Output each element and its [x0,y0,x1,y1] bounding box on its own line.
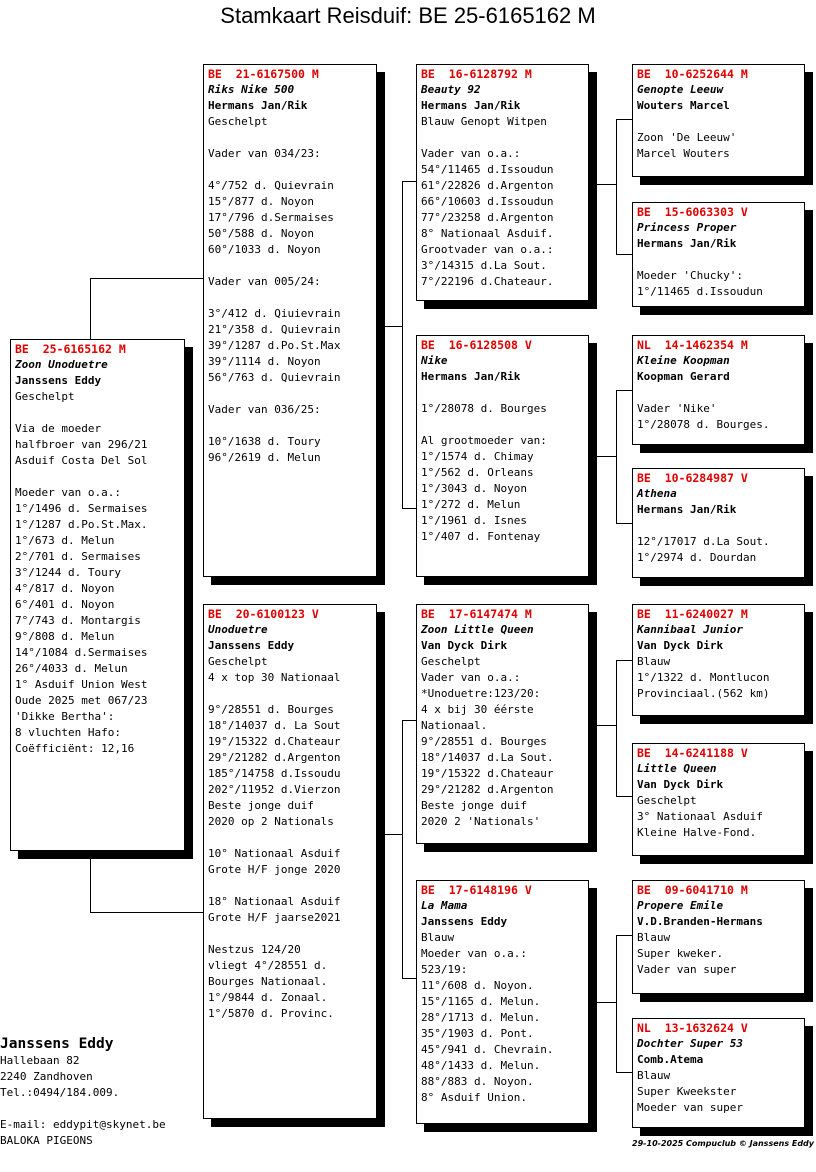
card-line: Geschelpt [637,794,697,807]
ring-number: BE 20-6100123 V [208,607,319,621]
card-line: 39°/1114 d. Noyon [208,355,321,368]
ring-number: BE 16-6128508 V [421,338,532,352]
card-line: 18°/14037 d.La Sout. [421,751,554,764]
card-line: Blauw [637,655,671,668]
card-line: 10° Nationaal Asduif [208,847,341,860]
owner-name: Van Dyck Dirk [637,778,724,791]
card-line: Super kweker. [637,947,724,960]
card-line: 'Dikke Bertha': [15,710,115,723]
card-line: Vader van 034/23: [208,147,321,160]
card-line: 39°/1287 d.Po.St.Max [208,339,341,352]
card-line: Nationaal. [421,719,488,732]
connector-line [588,1002,616,1003]
connector-line [402,181,403,508]
card-line: Geschelpt [208,115,268,128]
ring-number: BE 17-6148196 V [421,883,532,897]
card-line [637,518,804,534]
card-line: Geschelpt [421,655,481,668]
card-line: 19°/15322 d.Chateaur [421,767,554,780]
card-line: 1°/1322 d. Montlucon [637,671,770,684]
page-title: Stamkaart Reisduif: BE 25-6165162 M [220,3,596,28]
pigeon-name: Little Queen [637,762,717,775]
pigeon-name: Genopte Leeuw [637,83,724,96]
card-line: 1°/272 d. Melun [421,498,521,511]
card-line: 9°/28551 d. Bourges [421,735,547,748]
card-line: 2°/701 d. Sermaises [15,550,141,563]
pigeon-name: Athena [637,487,677,500]
connector-line [616,390,617,523]
owner-name: Comb.Atema [637,1053,704,1066]
card-line: 21°/358 d. Quievrain [208,323,341,336]
pigeon-name: Propere Emile [637,899,724,912]
card-line: 56°/763 d. Quievrain [208,371,341,384]
card-line: 48°/1433 d. Melun. [421,1059,541,1072]
card-line: 9°/808 d. Melun [15,630,115,643]
owner-name: Hermans Jan/Rik [208,99,308,112]
card-line: Asduif Costa Del Sol [15,454,148,467]
breeder-email: E-mail: eddypit@skynet.be [0,1118,166,1131]
card-line: 14°/1084 d.Sermaises [15,646,148,659]
owner-name: Koopman Gerard [637,370,730,383]
card-line [208,386,376,402]
card-line: 12°/17017 d.La Sout. [637,535,770,548]
card-line: 29°/21282 d.Argenton [208,751,341,764]
card-line: 8 vluchten Hafo: [15,726,121,739]
card-line: 1°/2974 d. Dourdan [637,551,757,564]
card-line [15,405,184,421]
card-line: Grote H/F jaarse2021 [208,911,341,924]
connector-line [616,935,617,1072]
card-line: 26°/4033 d. Melun [15,662,128,675]
connector-line [90,912,206,913]
connector-line [588,184,616,185]
owner-name: Hermans Jan/Rik [421,99,521,112]
card-line: 1°/11465 d.Issoudun [637,285,763,298]
card-line: 9°/28551 d. Bourges [208,703,334,716]
card-line [208,290,376,306]
connector-line [588,725,616,726]
card-line: 35°/1903 d. Pont. [421,1027,534,1040]
card-line: 185°/14758 d.Issoudu [208,767,341,780]
card-line: 15°/877 d. Noyon [208,195,314,208]
card-line [208,686,376,702]
pigeon-name: Dochter Super 53 [637,1037,743,1050]
card-line: 15°/1165 d. Melun. [421,995,541,1008]
card-line: 19°/15322 d.Chateaur [208,735,341,748]
card-line: Bourges Nationaal. [208,975,328,988]
pigeon-name: Zoon Little Queen [421,623,534,636]
pedigree-card-ff-mother[interactable] [632,202,805,307]
pedigree-card-mf-mother[interactable] [632,743,805,856]
card-line: 11°/608 d. Noyon. [421,979,534,992]
breeder-city: 2240 Zandhoven [0,1070,93,1083]
card-line: 54°/11465 d.Issoudun [421,163,554,176]
pedigree-card-mother[interactable] [203,604,377,1119]
card-line [208,830,376,846]
card-line: 45°/941 d. Chevrain. [421,1043,554,1056]
breeder-info [0,1035,166,1149]
card-line: 96°/2619 d. Melun [208,451,321,464]
card-line: 1°/673 d. Melun [15,534,115,547]
card-line: 88°/883 d. Noyon. [421,1075,534,1088]
breeder-name: Janssens Eddy [0,1036,114,1052]
card-line: 29°/21282 d.Argenton [421,783,554,796]
card-line: 8° Nationaal Asduif. [421,227,554,240]
breeder-brand: BALOKA PIGEONS [0,1134,93,1147]
card-line: Vader van o.a.: [421,147,521,160]
card-line: Nestzus 124/20 [208,943,301,956]
card-line: Blauw [637,931,671,944]
card-line: Super Kweekster [637,1085,737,1098]
card-line: Vader van 005/24: [208,275,321,288]
card-line: 1°/1574 d. Chimay [421,450,534,463]
pedigree-card-mm-father[interactable] [632,880,805,994]
card-line: 7°/743 d. Montargis [15,614,141,627]
card-line: Grootvader van o.a.: [421,243,554,256]
card-line [208,418,376,434]
card-line: 8° Asduif Union. [421,1091,527,1104]
pigeon-name: Beauty 92 [421,83,481,96]
card-line: 66°/10603 d.Issoudun [421,195,554,208]
card-line: 2020 op 2 Nationals [208,815,334,828]
card-line: 3°/412 d. Qiuievrain [208,307,341,320]
pigeon-name: Princess Proper [637,221,737,234]
card-line: 3° Nationaal Asduif [637,810,763,823]
card-line: Beste jonge duif [421,799,527,812]
card-line: 1°/3043 d. Noyon [421,482,527,495]
card-line: 4 x top 30 Nationaal [208,671,341,684]
card-line: Al grootmoeder van: [421,434,547,447]
connector-line [376,326,402,327]
pigeon-name: Riks Nike 500 [208,83,295,96]
card-line: Moeder van super [637,1101,743,1114]
card-line: 60°/1033 d. Noyon [208,243,321,256]
card-line [208,130,376,146]
card-line: Blauw Genopt Witpen [421,115,547,128]
ring-number: BE 10-6252644 M [637,67,748,81]
card-line: 3°/1244 d. Toury [15,566,121,579]
card-line: 28°/1713 d. Melun. [421,1011,541,1024]
card-line: Geschelpt [208,655,268,668]
card-line: Grote H/F jonge 2020 [208,863,341,876]
footer-credit: 29-10-2025 Compuclub © Janssens Eddy [632,1139,814,1148]
card-line [637,252,804,268]
card-line: Beste jonge duif [208,799,314,812]
owner-name: Janssens Eddy [421,915,508,928]
connector-line [616,119,617,254]
card-line: 18° Nationaal Asduif [208,895,341,908]
ring-number: NL 13-1632624 V [637,1021,748,1035]
ring-number: BE 10-6284987 V [637,471,748,485]
card-line: 1°/5870 d. Provinc. [208,1007,334,1020]
card-line: 10°/1638 d. Toury [208,435,321,448]
pedigree-card-fm-father[interactable] [632,335,805,445]
card-line: vliegt 4°/28551 d. [208,959,328,972]
owner-name: Van Dyck Dirk [637,639,724,652]
card-line: 1°/9844 d. Zonaal. [208,991,328,1004]
card-line: Via de moeder [15,422,102,435]
connector-line [376,834,402,835]
owner-name: Hermans Jan/Rik [637,237,737,250]
card-line: 61°/22826 d.Argenton [421,179,554,192]
pedigree-card-father-mother[interactable] [416,335,589,577]
card-line: Blauw [421,931,455,944]
pedigree-card-mother-mother[interactable] [416,880,589,1124]
card-line: 3°/14315 d.La Sout. [421,259,547,272]
card-line: Vader van o.a.: [421,671,521,684]
card-line: 1°/407 d. Fontenay [421,530,541,543]
card-line: 6°/401 d. Noyon [15,598,115,611]
card-line: 523/19: [421,963,468,976]
card-line: Moeder 'Chucky': [637,269,743,282]
owner-name: Hermans Jan/Rik [421,370,521,383]
card-line: Vader van 036/25: [208,403,321,416]
card-line [208,258,376,274]
card-line: 18°/14037 d. La Sout [208,719,341,732]
card-line: 4°/752 d. Quievrain [208,179,334,192]
card-line [421,130,588,146]
card-line [637,114,804,130]
card-line: Vader van super [637,963,737,976]
card-line: 1°/1496 d. Sermaises [15,502,148,515]
pedigree-card-mf-father[interactable] [632,604,805,716]
card-line: Geschelpt [15,390,75,403]
card-line: *Unoduetre:123/20: [421,687,541,700]
card-line: 1°/1287 d.Po.St.Max. [15,518,148,531]
card-line: Kleine Halve-Fond. [637,826,757,839]
connector-line [616,660,617,796]
card-line: 202°/11952 d.Vierzon [208,783,341,796]
ring-number: NL 14-1462354 M [637,338,748,352]
pedigree-card-fm-mother[interactable] [632,468,805,578]
pedigree-card-father-father[interactable] [416,64,589,301]
card-line: Marcel Wouters [637,147,730,160]
card-line: Coëfficiënt: 12,16 [15,742,135,755]
card-line: 4 x bij 30 éérste [421,703,534,716]
card-line: Zoon 'De Leeuw' [637,131,737,144]
pedigree-card-subject[interactable] [10,339,185,851]
pigeon-name: La Mama [421,899,468,912]
card-line: 1°/1961 d. Isnes [421,514,527,527]
ring-number: BE 14-6241188 V [637,746,748,760]
breeder-address: Hallebaan 82 [0,1054,80,1067]
connector-line [90,278,206,279]
pigeon-name: Kannibaal Junior [637,623,743,636]
card-line: 1°/28078 d. Bourges [421,402,547,415]
card-line: Vader 'Nike' [637,402,717,415]
card-line: 50°/588 d. Noyon [208,227,314,240]
owner-name: Hermans Jan/Rik [637,503,737,516]
card-line: halfbroer van 296/21 [15,438,148,451]
card-line: Moeder van o.a.: [421,947,527,960]
owner-name: Janssens Eddy [15,374,102,387]
card-line: 17°/796 d.Sermaises [208,211,334,224]
card-line: Provinciaal.(562 km) [637,687,770,700]
breeder-phone: Tel.:0494/184.009. [0,1086,120,1099]
card-line: 4°/817 d. Noyon [15,582,115,595]
card-line [421,417,588,433]
ring-number: BE 17-6147474 M [421,607,532,621]
pedigree-card-mm-mother[interactable] [632,1018,805,1128]
card-line: 1° Asduif Union West [15,678,148,691]
card-line: 2020 2 'Nationals' [421,815,541,828]
card-line [208,162,376,178]
ring-number: BE 25-6165162 M [15,342,126,356]
pigeon-name: Kleine Koopman [637,354,730,367]
owner-name: Van Dyck Dirk [421,639,508,652]
ring-number: BE 21-6167500 M [208,67,319,81]
ring-number: BE 16-6128792 M [421,67,532,81]
card-line [637,385,804,401]
connector-line [402,720,403,978]
owner-name: Janssens Eddy [208,639,295,652]
pigeon-name: Unoduetre [208,623,268,636]
ring-number: BE 09-6041710 M [637,883,748,897]
pigeon-name: Nike [421,354,448,367]
card-line [15,469,184,485]
card-line: Moeder van o.a.: [15,486,121,499]
pedigree-card-mother-father[interactable] [416,604,589,844]
pedigree-card-ff-father[interactable] [632,64,805,177]
connector-line [90,850,91,912]
owner-name: V.D.Branden-Hermans [637,915,763,928]
card-line [208,926,376,942]
pedigree-card-father[interactable] [203,64,377,577]
card-line: 7°/22196 d.Chateaur. [421,275,554,288]
owner-name: Wouters Marcel [637,99,730,112]
card-line: 1°/28078 d. Bourges. [637,418,770,431]
ring-number: BE 11-6240027 M [637,607,748,621]
card-line [421,385,588,401]
connector-line [90,278,91,340]
card-line: Oude 2025 met 067/23 [15,694,148,707]
card-line: 77°/23258 d.Argenton [421,211,554,224]
card-line: Blauw [637,1069,671,1082]
connector-line [588,456,616,457]
ring-number: BE 15-6063303 V [637,205,748,219]
pigeon-name: Zoon Unoduetre [15,358,108,371]
card-line: 1°/562 d. Orleans [421,466,534,479]
card-line [208,878,376,894]
